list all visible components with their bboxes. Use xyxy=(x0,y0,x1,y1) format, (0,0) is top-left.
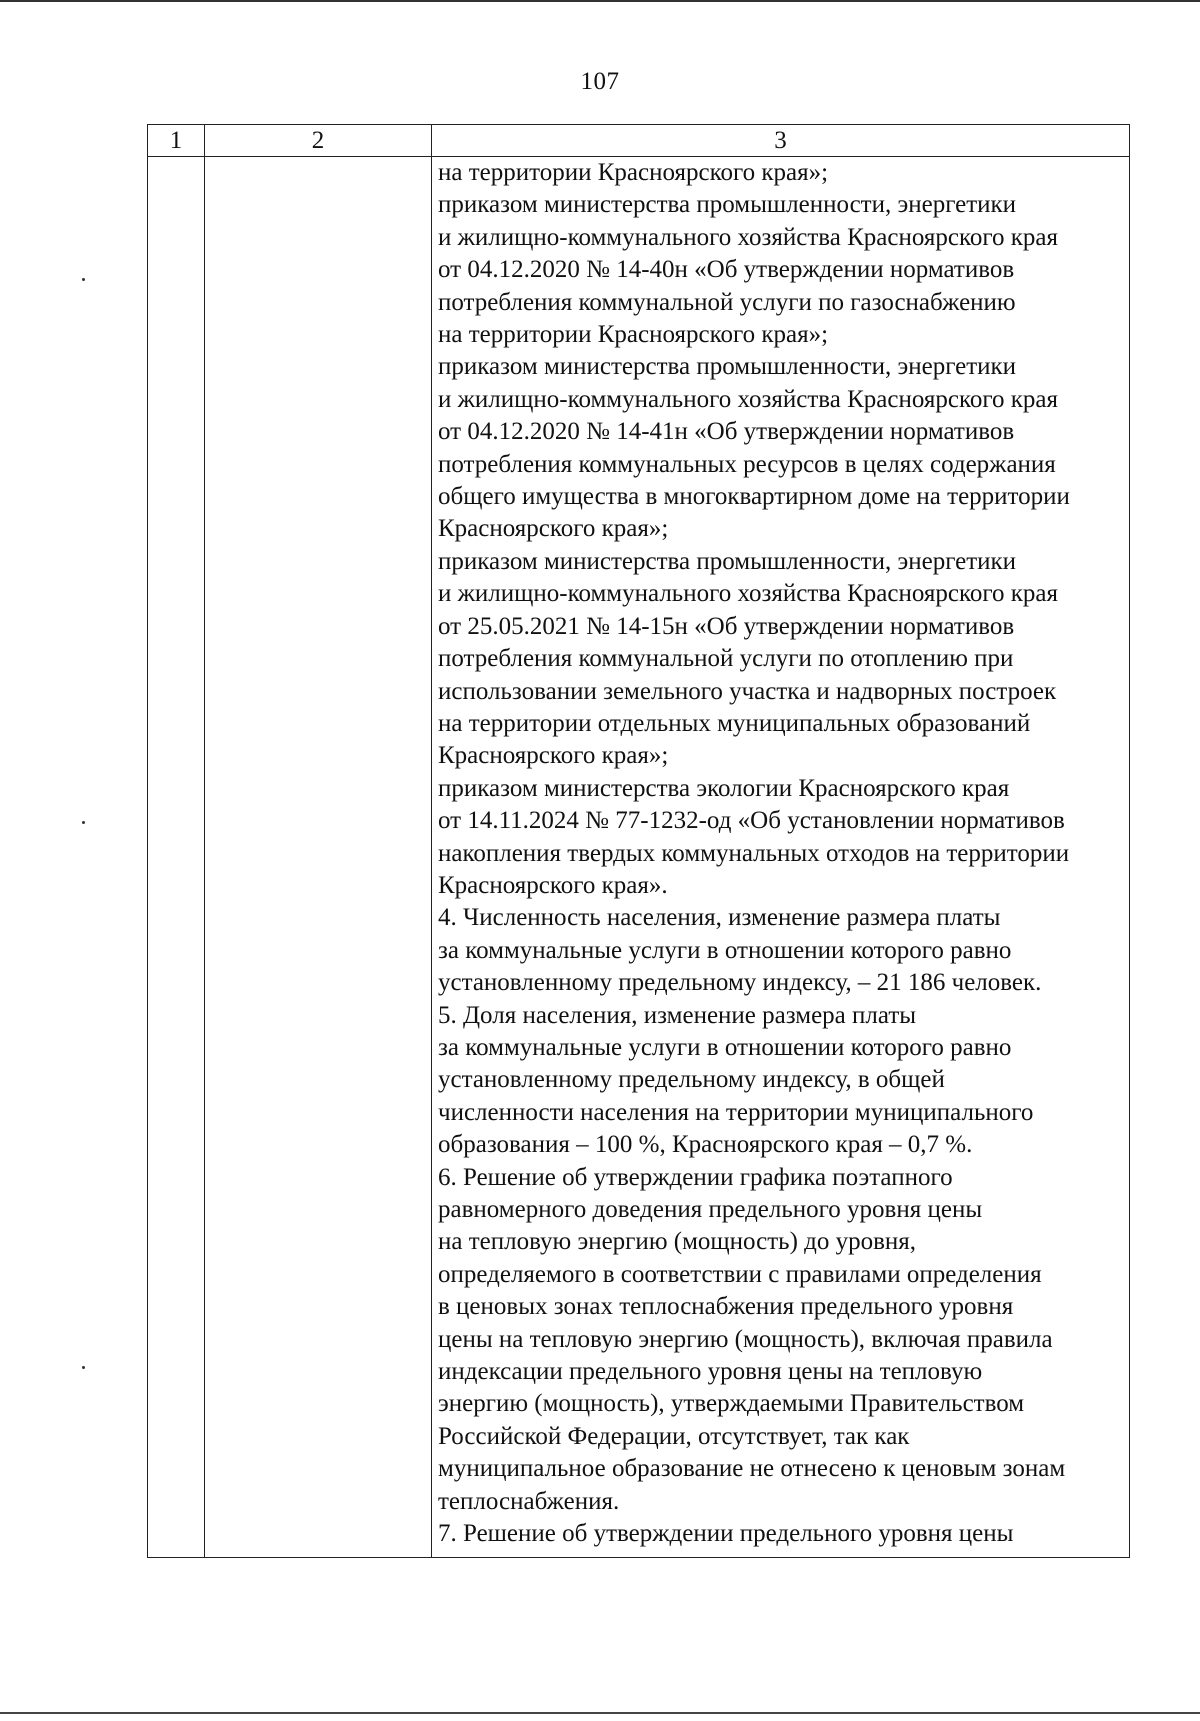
text-line: 7. Решение об утверждении предельного уровня цены xyxy=(438,1520,1014,1548)
column-3-text xyxy=(438,157,1129,1550)
text-line: общего имущества в многоквартирном доме на территории xyxy=(438,483,1070,511)
table-header-row xyxy=(148,125,1130,157)
column-1-cell xyxy=(148,157,205,1558)
text-line: 5. Доля населения, изменение размера платы xyxy=(438,1001,917,1029)
text-line: установленному предельному индексу, в общей xyxy=(438,1066,945,1094)
text-line: на территории отдельных муниципальных образований xyxy=(438,709,1031,737)
column-header-1: 1 xyxy=(148,125,205,157)
text-line: численности населения на территории муниципального xyxy=(438,1098,1034,1126)
text-line: Красноярского края». xyxy=(438,871,668,899)
text-line: энергию (мощность), утверждаемыми Правительством xyxy=(438,1390,1025,1418)
column-3-cell xyxy=(432,157,1130,1558)
text-line: от 14.11.2024 № 77-1232-од «Об установлении нормативов xyxy=(438,807,1065,835)
text-line: потребления коммунальных ресурсов в целях содержания xyxy=(438,450,1056,478)
text-line: теплоснабжения. xyxy=(438,1487,620,1515)
text-line: Российской Федерации, отсутствует, так как xyxy=(438,1422,910,1450)
text-line: 6. Решение об утверждении графика поэтапного xyxy=(438,1163,953,1191)
text-line: использовании земельного участка и надворных построек xyxy=(438,677,1057,705)
scan-bottom-edge xyxy=(0,1712,1200,1714)
text-line: от 04.12.2020 № 14-40н «Об утверждении нормативов xyxy=(438,256,1015,284)
text-line: и жилищно-коммунального хозяйства Красноярского края xyxy=(438,580,1058,608)
scan-speck xyxy=(82,821,85,824)
column-2-cell xyxy=(205,157,432,1558)
text-line: приказом министерства промышленности, энергетики xyxy=(438,547,1017,575)
text-line: определяемого в соответствии с правилами определения xyxy=(438,1260,1042,1288)
text-line: потребления коммунальной услуги по газоснабжению xyxy=(438,288,1016,316)
scan-top-edge xyxy=(0,0,1200,2)
text-line: накопления твердых коммунальных отходов на территории xyxy=(438,839,1070,867)
text-line: образования – 100 %, Красноярского края – 0,7 %. xyxy=(438,1131,973,1159)
text-line: и жилищно-коммунального хозяйства Красноярского края xyxy=(438,385,1058,413)
table-row xyxy=(148,157,1130,1558)
text-line: равномерного доведения предельного уровня цены xyxy=(438,1196,983,1223)
text-line: за коммунальные услуги в отношении которого равно xyxy=(438,936,1012,964)
text-line: установленному предельному индексу, – 21 186 человек. xyxy=(438,969,1042,997)
text-line: в ценовых зонах теплоснабжения предельного уровня xyxy=(438,1293,1014,1321)
column-header-3: 3 xyxy=(432,125,1130,157)
text-line: потребления коммунальной услуги по отоплению при xyxy=(438,645,1014,673)
text-line: индексации предельного уровня цены на тепловую xyxy=(438,1358,983,1386)
text-line: и жилищно-коммунального хозяйства Красноярского края xyxy=(438,223,1058,251)
text-line: Красноярского края»; xyxy=(438,515,669,543)
column-header-2: 2 xyxy=(205,125,432,157)
scan-speck xyxy=(82,278,85,281)
text-line: приказом министерства экологии Красноярского края xyxy=(438,774,1010,802)
text-line: от 04.12.2020 № 14-41н «Об утверждении нормативов xyxy=(438,418,1015,446)
document-table xyxy=(147,124,1130,1558)
text-line: на территории Красноярского края»; xyxy=(438,321,829,349)
text-line: приказом министерства промышленности, энергетики xyxy=(438,353,1017,381)
page-number: 107 xyxy=(580,68,620,95)
text-line: 4. Численность населения, изменение размера платы xyxy=(438,904,1001,932)
scan-speck xyxy=(82,1366,85,1369)
text-line: цены на тепловую энергию (мощность), включая правила xyxy=(438,1325,1053,1353)
text-line: Красноярского края»; xyxy=(438,742,669,770)
text-line: приказом министерства промышленности, энергетики xyxy=(438,191,1017,219)
text-line: муниципальное образование не отнесено к ценовым зонам xyxy=(438,1455,1066,1483)
text-line: за коммунальные услуги в отношении которого равно xyxy=(438,1033,1012,1061)
text-line: на территории Красноярского края»; xyxy=(438,159,829,186)
text-line: на тепловую энергию (мощность) до уровня, xyxy=(438,1228,917,1256)
text-line: от 25.05.2021 № 14-15н «Об утверждении нормативов xyxy=(438,612,1015,640)
